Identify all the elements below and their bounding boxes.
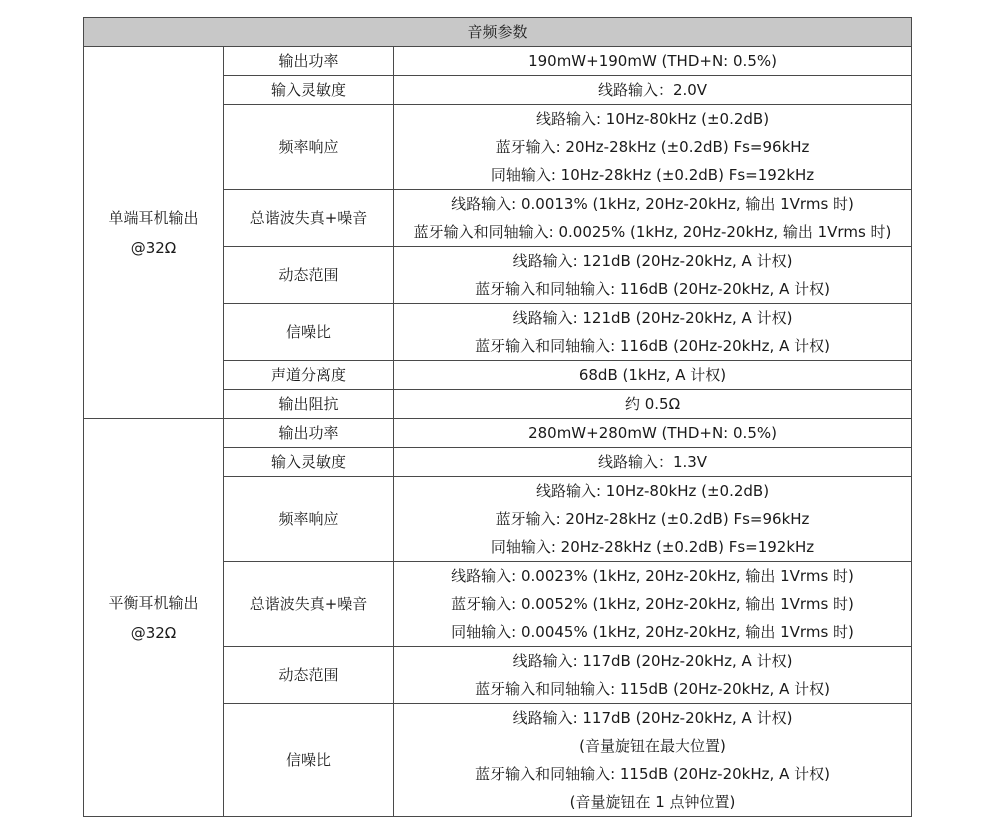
param-name: 频率响应 (224, 105, 394, 190)
param-value (394, 477, 912, 562)
value-line: 280mW+280mW (THD+N: 0.5%) (528, 424, 777, 442)
param-value (394, 76, 912, 105)
param-name: 动态范围 (224, 647, 394, 704)
value-line: 蓝牙输入: 0.0052% (1kHz, 20Hz-20kHz, 输出 1Vrms 时) (451, 595, 854, 613)
param-value (394, 190, 912, 247)
param-name: 信噪比 (224, 704, 394, 817)
param-name: 总谐波失真+噪音 (224, 562, 394, 647)
param-value (394, 419, 912, 448)
value-line: 蓝牙输入和同轴输入: 115dB (20Hz-20kHz, A 计权) (475, 680, 830, 698)
param-name: 输出功率 (224, 47, 394, 76)
param-value (394, 304, 912, 361)
param-value (394, 361, 912, 390)
param-value (394, 562, 912, 647)
value-line: 蓝牙输入和同轴输入: 115dB (20Hz-20kHz, A 计权) (475, 765, 830, 783)
value-line: 68dB (1kHz, A 计权) (578, 366, 727, 384)
param-name: 输出阻抗 (224, 390, 394, 419)
value-line: 同轴输入: 0.0045% (1kHz, 20Hz-20kHz, 输出 1Vrms 时) (451, 623, 854, 641)
group-label (84, 419, 224, 817)
param-name: 声道分离度 (224, 361, 394, 390)
value-line: 线路输入: 117dB (20Hz-20kHz, A 计权) (512, 709, 793, 727)
value-line: 同轴输入: 20Hz-28kHz (±0.2dB) Fs=192kHz (490, 538, 815, 556)
value-line: (音量旋钮在最大位置) (579, 737, 726, 755)
group-name: 平衡耳机输出 (108, 593, 199, 612)
value-line: 蓝牙输入: 20Hz-28kHz (±0.2dB) Fs=96kHz (495, 510, 810, 528)
value-line: (音量旋钮在 1 点钟位置) (569, 793, 736, 811)
value-line: 线路输入: 117dB (20Hz-20kHz, A 计权) (512, 652, 793, 670)
value-line: 线路输入: 10Hz-80kHz (±0.2dB) (535, 482, 770, 500)
param-value (394, 647, 912, 704)
param-name: 信噪比 (224, 304, 394, 361)
value-line: 蓝牙输入和同轴输入: 0.0025% (1kHz, 20Hz-20kHz, 输出 1Vrms 时) (413, 223, 892, 241)
value-line: 同轴输入: 10Hz-28kHz (±0.2dB) Fs=192kHz (490, 166, 815, 184)
value-line: 190mW+190mW (THD+N: 0.5%) (528, 52, 777, 70)
value-line: 蓝牙输入和同轴输入: 116dB (20Hz-20kHz, A 计权) (475, 337, 830, 355)
param-name: 总谐波失真+噪音 (224, 190, 394, 247)
table-row (84, 419, 912, 448)
param-value (394, 448, 912, 477)
param-name: 动态范围 (224, 247, 394, 304)
param-name: 输入灵敏度 (224, 76, 394, 105)
value-line: 线路输入: 0.0013% (1kHz, 20Hz-20kHz, 输出 1Vrms 时) (451, 195, 854, 213)
param-value (394, 390, 912, 419)
group-impedance: @32Ω (130, 238, 177, 257)
value-line: 线路输入：1.3V (597, 453, 708, 471)
value-line: 线路输入：2.0V (597, 81, 708, 99)
param-name: 输出功率 (224, 419, 394, 448)
param-name: 输入灵敏度 (224, 448, 394, 477)
param-value (394, 704, 912, 817)
audio-spec-table (83, 17, 912, 817)
value-line: 蓝牙输入和同轴输入: 116dB (20Hz-20kHz, A 计权) (475, 280, 830, 298)
value-line: 蓝牙输入: 20Hz-28kHz (±0.2dB) Fs=96kHz (495, 138, 810, 156)
param-value (394, 47, 912, 76)
group-name: 单端耳机输出 (108, 208, 199, 227)
param-value (394, 247, 912, 304)
param-value (394, 105, 912, 190)
value-line: 线路输入: 10Hz-80kHz (±0.2dB) (535, 110, 770, 128)
group-impedance: @32Ω (130, 623, 177, 642)
value-line: 线路输入: 121dB (20Hz-20kHz, A 计权) (512, 252, 793, 270)
table-header: 音频参数 (84, 18, 912, 47)
table-row (84, 47, 912, 76)
group-label (84, 47, 224, 419)
value-line: 线路输入: 0.0023% (1kHz, 20Hz-20kHz, 输出 1Vrms 时) (451, 567, 854, 585)
value-line: 线路输入: 121dB (20Hz-20kHz, A 计权) (512, 309, 793, 327)
value-line: 约 0.5Ω (624, 395, 681, 413)
param-name: 频率响应 (224, 477, 394, 562)
